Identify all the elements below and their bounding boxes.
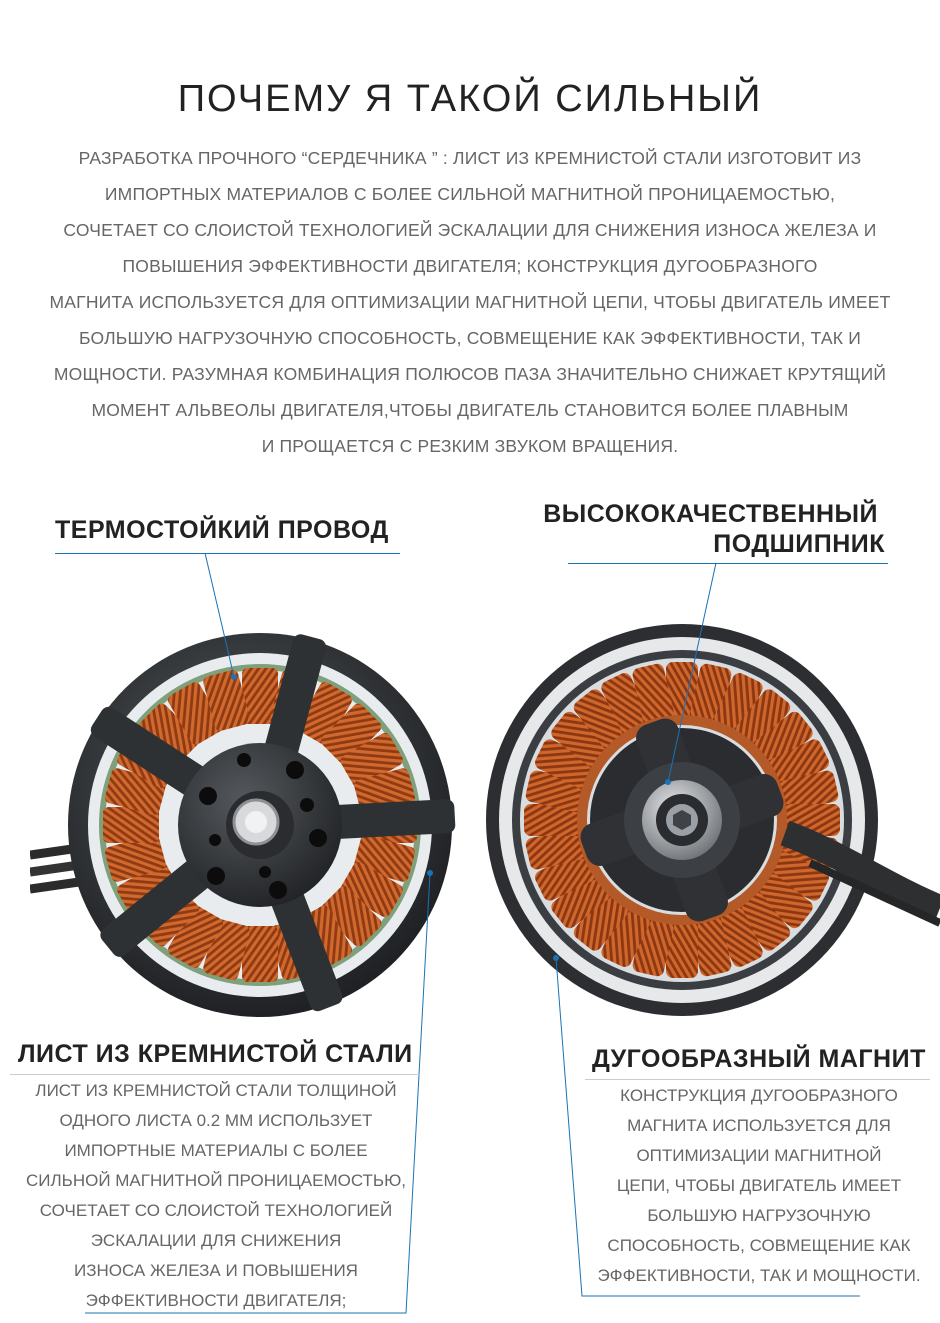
magnet-line: ОПТИМИЗАЦИИ МАГНИТНОЙ [636, 1146, 882, 1165]
intro-line: МАГНИТА ИСПОЛЬЗУЕТСЯ ДЛЯ ОПТИМИЗАЦИИ МАГНИТНОЙ ЦЕПИ, ЧТОБЫ ДВИГАТЕЛЬ ИМЕЕТ [49, 292, 891, 312]
intro-line: И ПРОЩАЕТСЯ С РЕЗКИМ ЗВУКОМ ВРАЩЕНИЯ. [261, 436, 679, 456]
intro-line: МОМЕНТ АЛЬВЕОЛЫ ДВИГАТЕЛЯ,ЧТОБЫ ДВИГАТЕЛЬ СТАНОВИТСЯ БОЛЕЕ ПЛАВНЫМ [91, 400, 849, 420]
label-heat-resistant-wire: ТЕРМОСТОЙКИЙ ПРОВОД [55, 516, 389, 544]
divider-magnet [585, 1079, 930, 1080]
arc-magnet-description [578, 1081, 940, 1291]
label-bearing-line1: ВЫСОКОКАЧЕСТВЕННЫЙ [543, 500, 878, 528]
intro-line: МОЩНОСТИ. РАЗУМНАЯ КОМБИНАЦИЯ ПОЛЮСОВ ПАЗА ЗНАЧИТЕЛЬНО СНИЖАЕТ КРУТЯЩИЙ [53, 364, 887, 384]
magnet-line: КОНСТРУКЦИЯ ДУГООБРАЗНОГО [620, 1086, 898, 1105]
divider-steel [10, 1074, 420, 1075]
underline-wire [55, 553, 400, 554]
steel-line: ЛИСТ ИЗ КРЕМНИСТОЙ СТАЛИ ТОЛЩИНОЙ [35, 1081, 397, 1100]
magnet-line: МАГНИТА ИСПОЛЬЗУЕТСЯ ДЛЯ [627, 1116, 891, 1135]
steel-line: СИЛЬНОЙ МАГНИТНОЙ ПРОНИЦАЕМОСТЬЮ, [26, 1171, 406, 1190]
steel-line: ЭФФЕКТИВНОСТИ ДВИГАТЕЛЯ; [85, 1291, 347, 1310]
label-arc-magnet: ДУГООБРАЗНЫЙ МАГНИТ [592, 1045, 926, 1073]
steel-line: ОДНОГО ЛИСТА 0.2 ММ ИСПОЛЬЗУЕТ [59, 1111, 373, 1130]
intro-line: РАЗРАБОТКА ПРОЧНОГО “СЕРДЕЧНИКА ” : ЛИСТ ИЗ КРЕМНИСТОЙ СТАЛИ ИЗГОТОВИТ ИЗ [78, 148, 862, 168]
intro-line: ИМПОРТНЫХ МАТЕРИАЛОВ С БОЛЕЕ СИЛЬНОЙ МАГНИТНОЙ ПРОНИЦАЕМОСТЬЮ, [104, 184, 836, 204]
magnet-line: БОЛЬШУЮ НАГРУЗОЧНУЮ [647, 1206, 871, 1225]
steel-line: ИМПОРТНЫЕ МАТЕРИАЛЫ С БОЛЕЕ [64, 1141, 368, 1160]
label-silicon-steel: ЛИСТ ИЗ КРЕМНИСТОЙ СТАЛИ [18, 1040, 413, 1068]
steel-line: ЭСКАЛАЦИИ ДЛЯ СНИЖЕНИЯ [90, 1231, 342, 1250]
intro-line: ПОВЫШЕНИЯ ЭФФЕКТИВНОСТИ ДВИГАТЕЛЯ; КОНСТРУКЦИЯ ДУГООБРАЗНОГО [122, 256, 818, 276]
silicon-steel-description [0, 1076, 432, 1316]
steel-line: СОЧЕТАЕТ СО СЛОИСТОЙ ТЕХНОЛОГИЕЙ [39, 1201, 393, 1220]
magnet-line: ЦЕПИ, ЧТОБЫ ДВИГАТЕЛЬ ИМЕЕТ [616, 1176, 902, 1195]
underline-bearing [568, 563, 888, 564]
magnet-line: СПОСОБНОСТЬ, СОВМЕЩЕНИЕ КАК [607, 1236, 911, 1255]
steel-line: ИЗНОСА ЖЕЛЕЗА И ПОВЫШЕНИЯ [74, 1261, 358, 1280]
label-bearing-line2: ПОДШИПНИК [713, 530, 885, 558]
intro-line: СОЧЕТАЕТ СО СЛОИСТОЙ ТЕХНОЛОГИЕЙ ЭСКАЛАЦИИ ДЛЯ СНИЖЕНИЯ ИЗНОСА ЖЕЛЕЗА И [63, 220, 877, 240]
magnet-line: ЭФФЕКТИВНОСТИ, ТАК И МОЩНОСТИ. [597, 1266, 921, 1285]
page-title: ПОЧЕМУ Я ТАКОЙ СИЛЬНЫЙ [177, 78, 763, 120]
intro-line: БОЛЬШУЮ НАГРУЗОЧНУЮ СПОСОБНОСТЬ, СОВМЕЩЕНИЕ КАК ЭФФЕКТИВНОСТИ, ТАК И [79, 328, 861, 348]
